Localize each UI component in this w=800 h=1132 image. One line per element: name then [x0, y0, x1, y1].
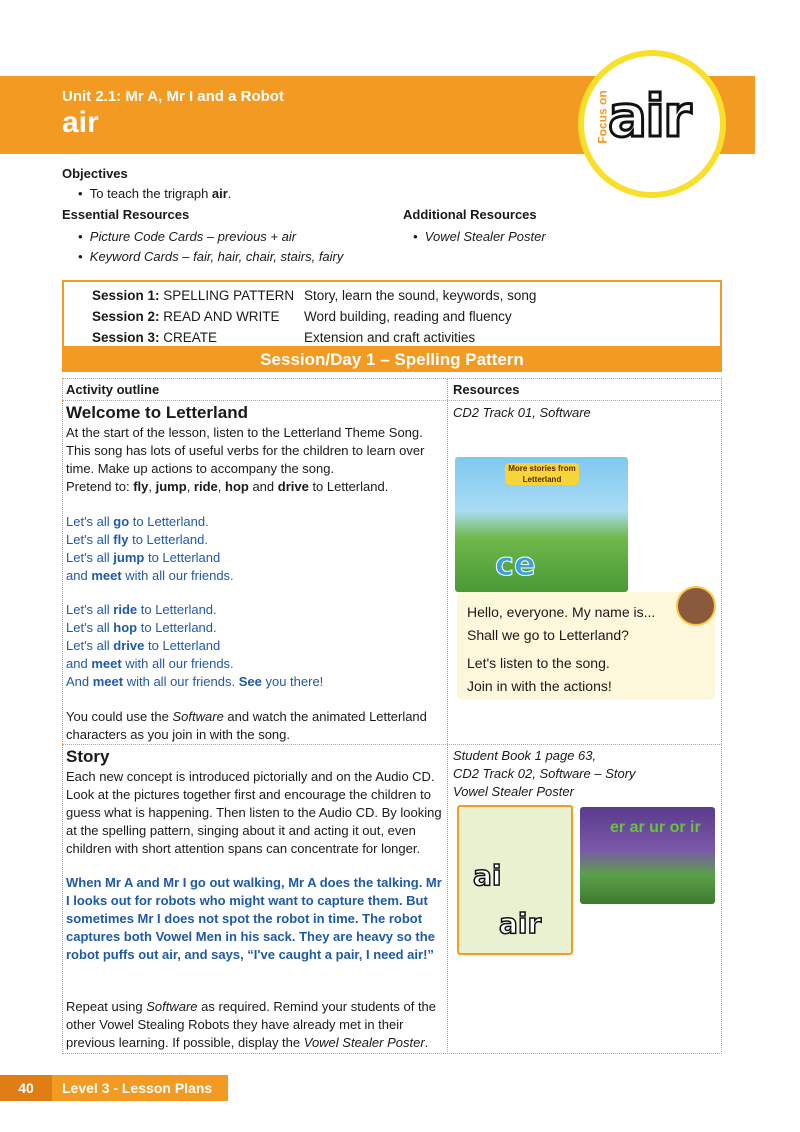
column-divider — [447, 378, 448, 1054]
unit-title: Unit 2.1: Mr A, Mr I and a Robot — [62, 88, 284, 105]
song-line: Let's all drive to Letterland — [66, 638, 221, 653]
resources-column-header: Resources — [453, 382, 520, 397]
row-divider — [62, 400, 722, 401]
song-line: Let's all hop to Letterland. — [66, 620, 217, 635]
poster-letters: er ar ur or ir — [610, 819, 701, 836]
essential-item: • Picture Code Cards – previous + air — [78, 229, 297, 244]
welcome-outro: You could use the Software and watch the animated Letterland characters as you join in with the song. — [66, 709, 427, 742]
additional-item: • Vowel Stealer Poster — [413, 229, 546, 244]
objectives-heading: Objectives — [62, 166, 128, 181]
day-header: Session/Day 1 – Spelling Pattern — [62, 348, 722, 372]
activity-column-header: Activity outline — [66, 382, 160, 397]
air-letters: air — [499, 907, 542, 940]
song-line: Let's all go to Letterland. — [66, 514, 209, 529]
student-book-page — [457, 805, 573, 955]
session-row: Session 3: CREATE Extension and craft activities — [92, 330, 476, 345]
song-line: and meet with all our friends. — [66, 568, 234, 583]
story-resources: Student Book 1 page 63, CD2 Track 02, Software – Story Vowel Stealer Poster — [453, 748, 636, 799]
song-verse-1 — [66, 513, 446, 585]
sessions-box — [62, 280, 722, 348]
story-intro: Each new concept is introduced pictorially and on the Audio CD. Look at the pictures together first and encourage the children to guess what is happening. Then listen to the Audio CD. By looking at the spelling pattern, singing about it and acting it out, even children with short attention spans can concentrate for longer. — [66, 769, 442, 856]
badge-letters: air — [608, 82, 690, 150]
focus-label: Focus on — [595, 90, 610, 144]
bubble-line: Hello, everyone. My name is... — [467, 604, 656, 620]
song-line: and meet with all our friends. — [66, 656, 234, 671]
story-outro: Repeat using Software as required. Remind your students of the other Vowel Stealing Robots they have already met in their previous learning. If possible, display the Vowel Stealer Poster. — [66, 999, 437, 1050]
song-verse-2 — [66, 601, 446, 691]
teacher-avatar — [676, 586, 716, 626]
session-row: Session 1: SPELLING PATTERN Story, learn the sound, keywords, song — [92, 288, 537, 303]
session-row: Session 2: READ AND WRITE Word building, reading and fluency — [92, 309, 512, 324]
song-line: Let's all fly to Letterland. — [66, 532, 208, 547]
story-title: Story — [66, 747, 110, 766]
letterland-illustration — [455, 457, 628, 592]
objective-item: • To teach the trigraph air. — [78, 186, 232, 201]
story-text: When Mr A and Mr I go out walking, Mr A does the talking. Mr I looks out for robots who might want to capture them. But sometimes Mr I does not spot the robot in time. The robot captures both Vowel Men in his sack. They are heavy so the robot puffs out air, and says, “I've caught a pair, I need air!” — [66, 875, 442, 962]
song-line: Let's all jump to Letterland — [66, 550, 221, 565]
essential-resources-heading: Essential Resources — [62, 207, 190, 222]
bubble-line: Let's listen to the song. — [467, 655, 610, 671]
page-footer — [0, 1075, 228, 1101]
page-title: air — [62, 106, 99, 139]
welcome-title: Welcome to Letterland — [66, 403, 248, 422]
pretend-line: Pretend to: fly, jump, ride, hop and drive to Letterland. — [66, 479, 389, 494]
footer-label: Level 3 - Lesson Plans — [62, 1080, 213, 1096]
essential-item: • Keyword Cards – fair, hair, chair, stairs, fairy — [78, 249, 344, 264]
ai-letters: ai — [473, 859, 502, 892]
picture-caption: More stories from Letterland — [505, 463, 579, 485]
additional-resources-heading: Additional Resources — [403, 207, 537, 222]
welcome-intro: At the start of the lesson, listen to the Letterland Theme Song. This song has lots of useful verbs for the children to learn over time. Make up actions to accompany the song. — [66, 425, 425, 476]
bubble-line: Join in with the actions! — [467, 678, 612, 694]
song-line: And meet with all our friends. See you there! — [66, 674, 324, 689]
bubble-line: Shall we go to Letterland? — [467, 627, 629, 643]
page-number: 40 — [0, 1075, 52, 1101]
focus-badge — [578, 50, 726, 198]
vowel-stealer-poster — [580, 807, 715, 904]
song-line: Let's all ride to Letterland. — [66, 602, 217, 617]
welcome-resources: CD2 Track 01, Software — [453, 405, 591, 420]
row-divider — [62, 744, 722, 745]
ce-letters: ce — [495, 545, 536, 583]
